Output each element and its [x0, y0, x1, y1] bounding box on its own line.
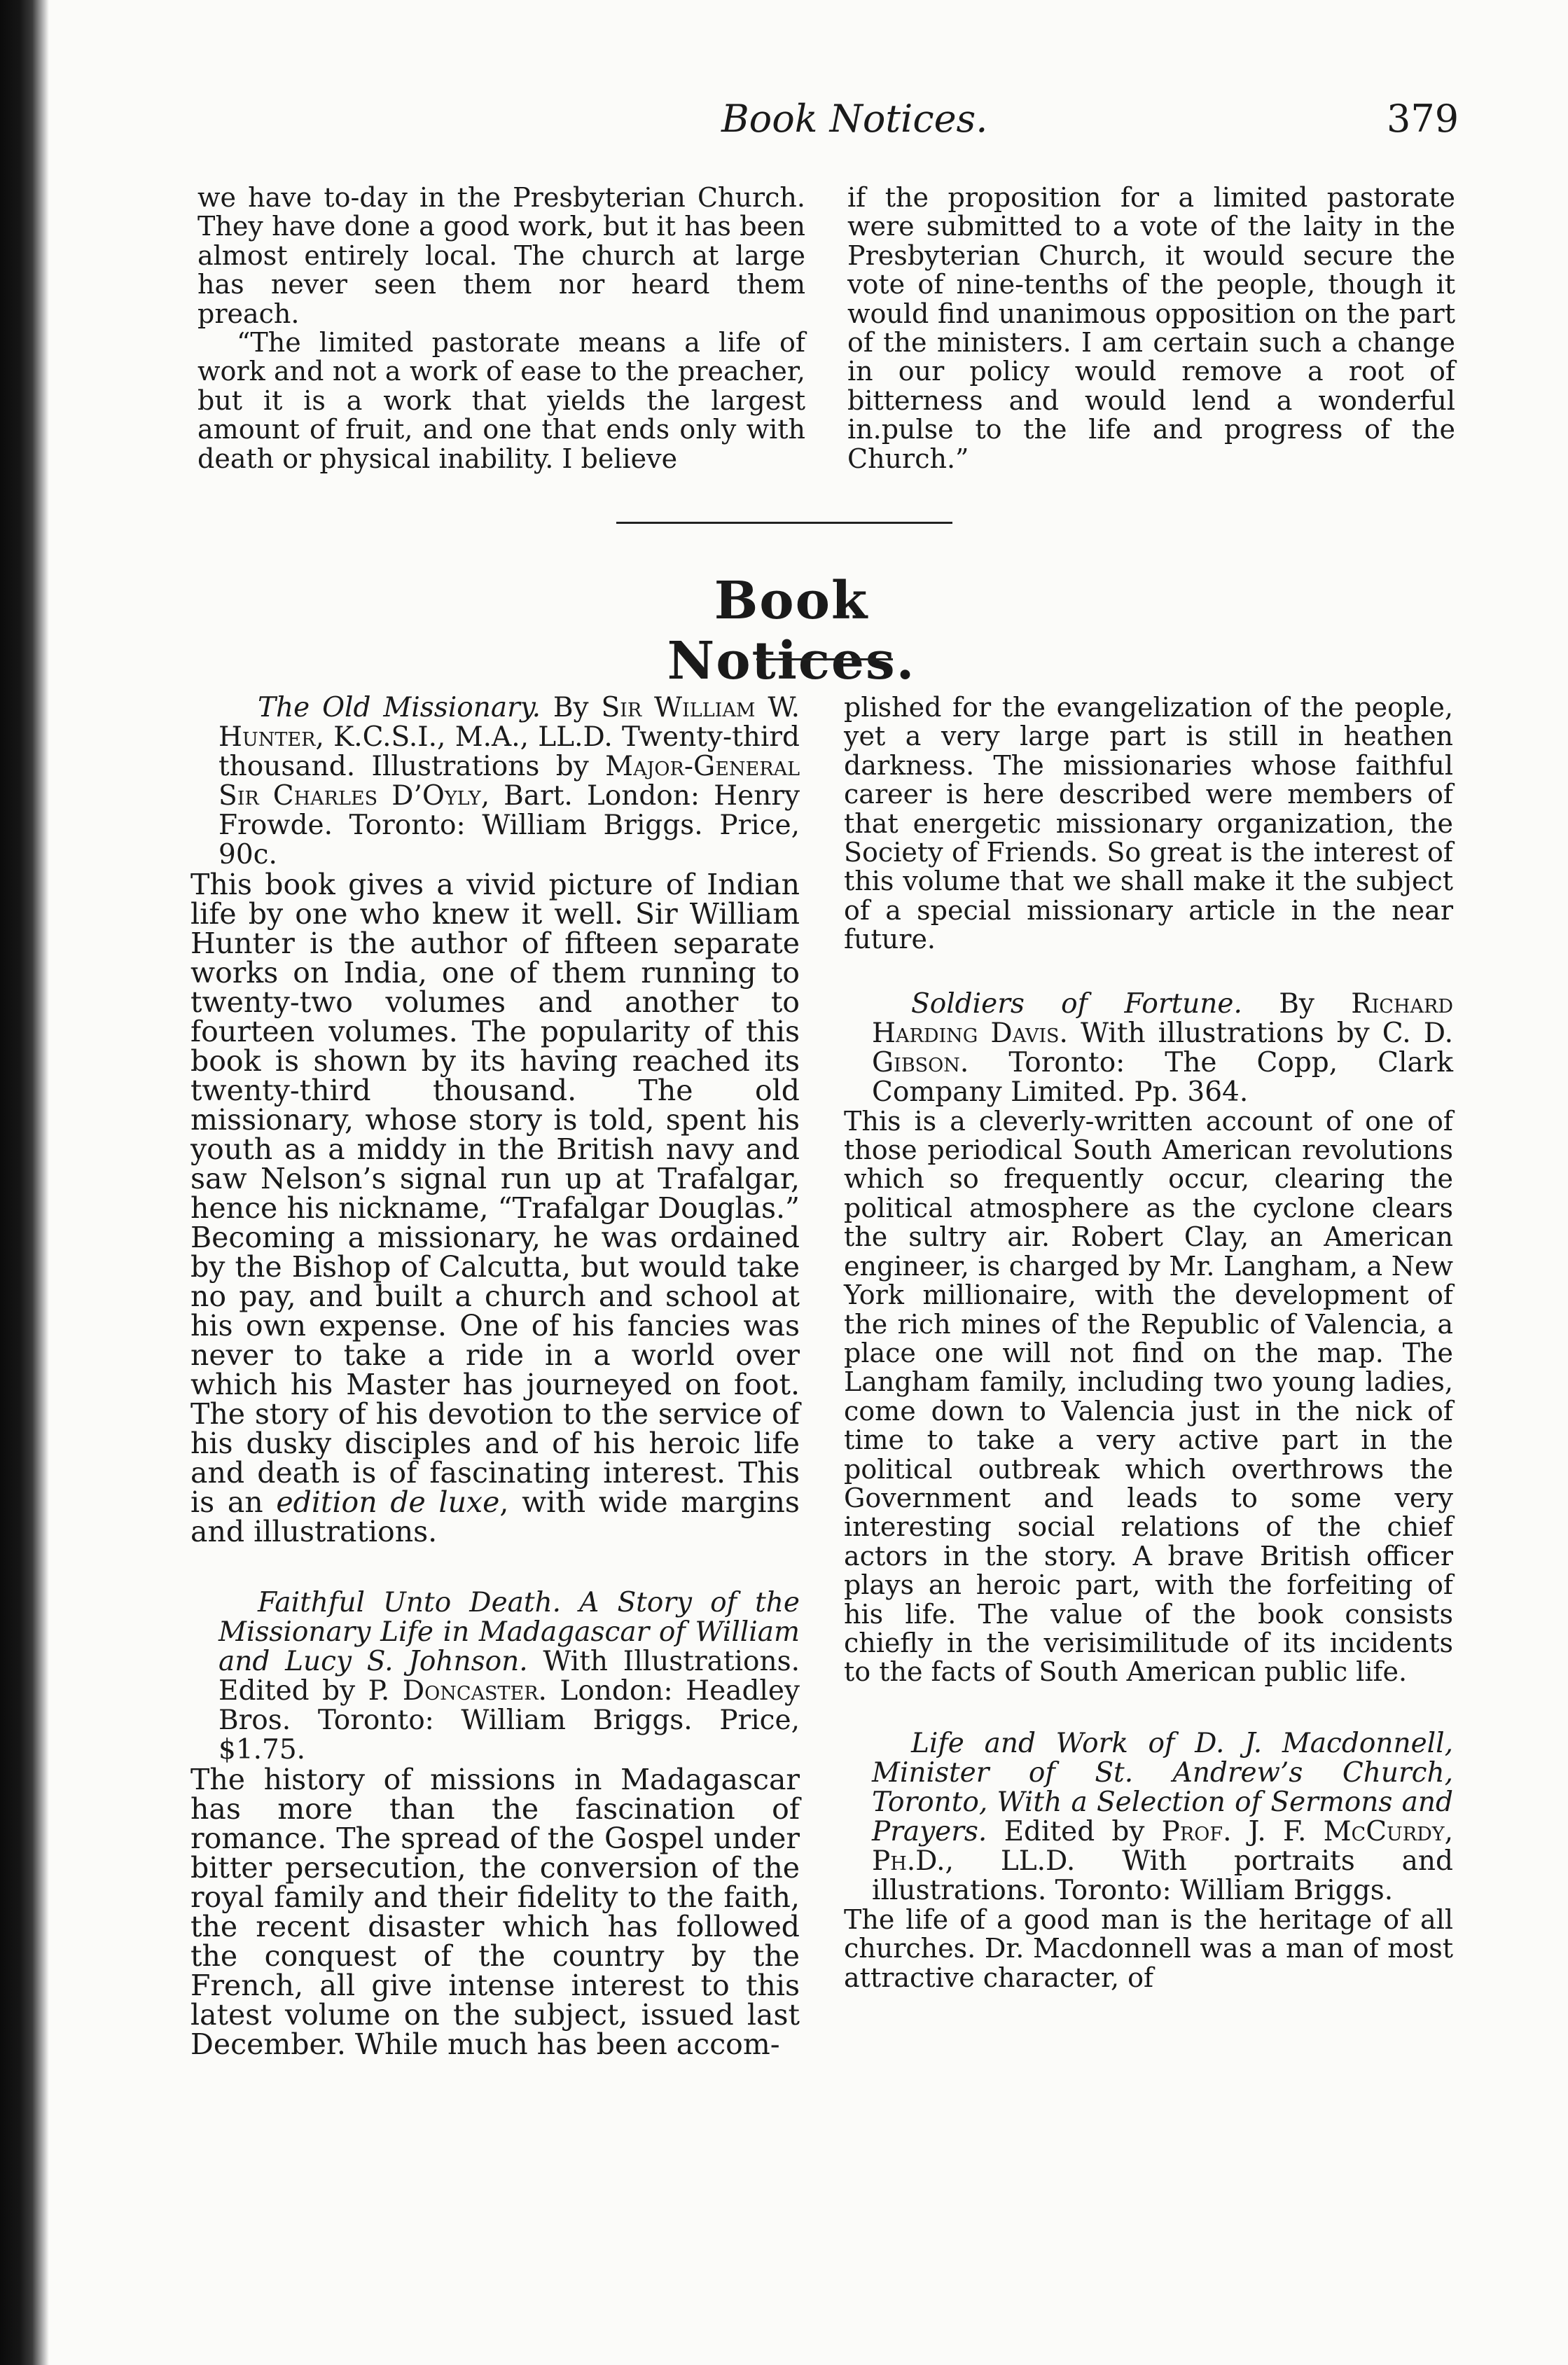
quote-continuation: if the proposition for a limited pastorate were submitted to a vote of the laity in the Presbyterian Church, it would secure the vote of nine-tenths of the people, though it would find unanimous opposition on the part of the ministers. I am certain such a change in our policy would remove a root of bitterness and would lend a wonderful in.pulse to the life and progress of the Church.” — [847, 182, 1455, 474]
review-body: The life of a good man is the heritage of all churches. Dr. Macdonnell was a man of most attractive character, of — [844, 1903, 1453, 1993]
book-title: The Old Missionary. — [258, 692, 541, 723]
reviews-left-column — [190, 693, 800, 2059]
book-title: Life and Work of D. J. Macdonnell, Minister of St. Andrew’s Church, Toronto, With a Selection of Sermons and Prayers. — [872, 1727, 1453, 1847]
book-illustrator: Major-General Sir Charles D’Oyly — [218, 751, 800, 812]
review-citation-macdonnell: Life and Work of D. J. Macdonnell, Minister of St. Andrew’s Church, Toronto, With a Selection of Sermons and Prayers. Edited by Prof. J. F. McCurdy, Ph.D., LL.D. With portraits and illustrations. Toronto: William Briggs. — [872, 1727, 1453, 1906]
page-number: 379 — [1387, 97, 1459, 141]
page-binding-shadow — [0, 0, 49, 2365]
book-editor: Doncaster — [402, 1675, 539, 1707]
continued-paragraph: we have to-day in the Presbyterian Church. They have done a good work, but it has been almost entirely local. The church at large has never seen them nor heard them preach. — [197, 182, 805, 329]
section-divider-rule — [616, 522, 952, 524]
running-head: Book Notices. — [721, 97, 988, 141]
review-body: The history of missions in Madagascar has more than the fascination of romance. The spread of the Gospel under bitter persecution, the conversion of the royal family and their fidelity to the faith, the recent disaster which has followed the conquest of the country by the French, all give intense interest to this latest volume on the subject, issued last December. While much has been accom- — [190, 1763, 800, 2061]
review-body: This is a cleverly-written account of one of those periodical South American revolutions which so frequently occur, clearing the political atmosphere as the cyclone clears the sultry air. Robert Clay, an American engineer, is charged by Mr. Langham, a New York millionaire, with the development of the rich mines of the Republic of Valencia, a place one will not find on the map. The Langham family, including two young ladies, come down to Valencia just in the nick of time to take a very active part in the political outbreak which overthrows the Government and leads to some very interesting social relations of the chief actors in the story. A brave British officer plays an heroic part, with the forfeiting of his life. The value of the book consists chiefly in the verisimilitude of its incidents to the facts of South American public life. — [844, 1105, 1453, 1688]
book-title: Soldiers of Fortune. — [911, 987, 1242, 1020]
reviews-right-column — [844, 693, 1453, 1992]
book-editor: Prof. J. F. McCurdy, Ph.D., LL.D. — [872, 1815, 1453, 1877]
book-illustrator: C. D. Gibson — [872, 1017, 1454, 1079]
review-body: This book gives a vivid picture of Indian life by one who knew it well. Sir William Hunter is the author of fifteen separate works on India, one of them running to twenty-two volumes and another to fourteen volumes. The popularity of this book is shown by its having reached its twenty-third thousand. The old missionary, whose story is told, spent his youth as a middy in the British navy and saw Nelson’s signal run up at Trafalgar, hence his nickname, “Trafalgar Douglas.” Becoming a missionary, he was ordained by the Bishop of Calcutta, but would take no pay, and built a church and school at his own expense. One of his fancies was never to take a ride in a world over which his Master has journeyed on foot. The story of his devotion to the service of his dusky disciples and of his heroic life and death is of fascinating interest. This is an edition de luxe, with wide margins and illustrations. — [190, 868, 800, 1548]
review-body-continued: plished for the evangelization of the people, yet a very large part is still in heathen darkness. The missionaries whose faithful career is here described were members of that energetic missionary organization, the Society of Friends. So great is the interest of this volume that we shall make it the subject of a special missionary article in the near future. — [844, 692, 1453, 955]
top-left-column — [197, 183, 805, 473]
quote-paragraph: “The limited pastorate means a life of work and not a work of ease to the preacher, but it is a work that yields the largest amount of fruit, and one that ends only with death or physical inability. I believe — [197, 327, 805, 474]
section-title: Book Notices. — [667, 571, 916, 691]
book-author: Richard Harding Davis — [872, 987, 1453, 1049]
top-right-column — [847, 183, 1455, 473]
book-title: Faithful Unto Death. A Story of the Missionary Life in Madagascar of William and Lucy S. Johnson. — [218, 1587, 800, 1677]
review-citation-old-missionary: The Old Missionary. By Sir William W. Hunter, K.C.S.I., M.A., LL.D. Twenty-third thousand. Illustrations by Major-General Sir Charles D’Oyly, Bart. London: Henry Frowde. Toronto: William Briggs. Price, 90c. — [218, 692, 800, 871]
review-citation-soldiers-of-fortune: Soldiers of Fortune. By Richard Harding Davis. With illustrations by C. D. Gibson. Toronto: The Copp, Clark Company Limited. Pp. 364. — [872, 987, 1454, 1108]
review-citation-faithful-unto-death: Faithful Unto Death. A Story of the Missionary Life in Madagascar of William and Lucy S. Johnson. With Illustrations. Edited by P. Doncaster. London: Headley Bros. Toronto: William Briggs. Price, $1.75. — [218, 1587, 800, 1766]
book-author: Sir William W. Hunter — [218, 692, 800, 753]
title-underline-rule — [756, 658, 893, 660]
